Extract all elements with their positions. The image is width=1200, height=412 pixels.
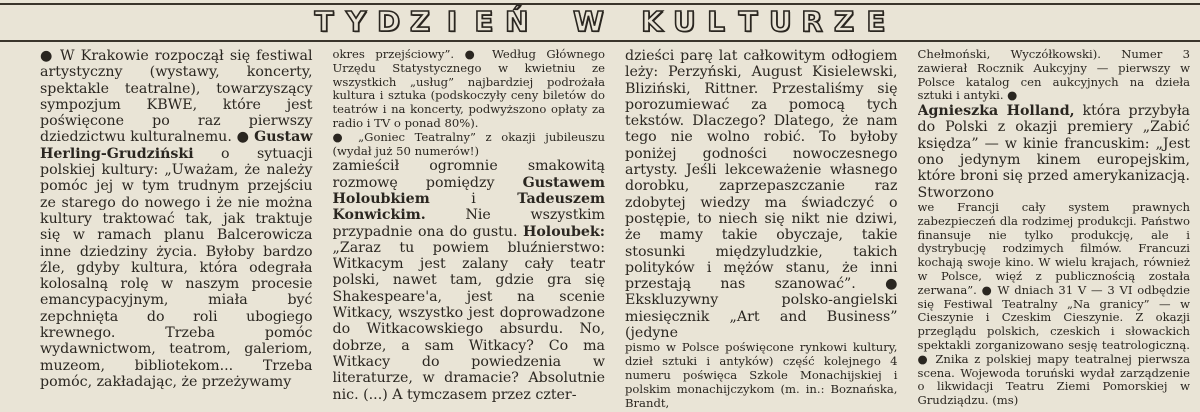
- title-letter: T: [738, 5, 758, 38]
- title-letter: E: [866, 5, 886, 38]
- herling-quote: o sytuacji polskiej kultury: „Uważam, że należy pomóc jej w tym trudnym przejściu ze starego do nowego i że nie można kultury traktować tak, jak traktuje się w ramach planu Balcerowicza inne dziedziny życia. Byłoby bardzo źle, gdyby kultura, która odegrała kolosalną rolę w naszym procesie emancypacyjnym, miała być zepchnięta do roli ubogiego krewnego. Trzeba pomóc wydawnictwom, teatrom, galeriom, muzeom, bibliotekom... Trzeba pomóc, zakładając, że przeżywamy: [40, 145, 313, 390]
- column-4: [918, 48, 1191, 410]
- title-letter: Y: [345, 5, 367, 38]
- person-name: Gustawem Holoubkiem: [332, 174, 605, 207]
- conjunction: i: [429, 190, 518, 207]
- title-letter: E: [474, 5, 494, 38]
- interview-comment: Nie wszystkim przypadnie ona do gustu.: [332, 207, 605, 240]
- krakow-festival-note: ● W Krakowie rozpoczął się festiwal artystyczny (wystawy, koncerty, spektakle teatralne), towarzyszący sympozjum KBWE, które jest poświęcone po raz pierwszy dziedzictwu kulturalnemu.: [40, 48, 313, 146]
- column-2: [333, 48, 606, 410]
- holland-quote: która przybyła do Polski z okazji premiery „Zabić księdza” — w kinie francuskim: „Jest ono jedynym kinem europejskim, które broni się przed amerykanizacją. Stworzono: [917, 103, 1190, 201]
- title-letter: Z: [833, 5, 855, 38]
- speaker-label: Holoubek:: [522, 223, 605, 240]
- holland-note: [918, 103, 1191, 201]
- interview-intro: zamieścił ogromnie smakowitą rozmowę pomiędzy: [332, 158, 605, 191]
- person-name: Agnieszka Holland,: [917, 103, 1075, 120]
- section-title: [0, 2, 1200, 42]
- title-letter: Z: [409, 5, 431, 38]
- title-letter: D: [377, 5, 401, 38]
- gus-note: okres przejściowy”. ● Według Głównego Urzędu Statystycznego w kwietniu ze wszystkich „usług” najbardziej podrożała kultura i sztuka (podskoczyły ceny biletów do teatrów i na koncerty, podwyższono opłaty za radio i TV o ponad 80%).: [332, 48, 605, 130]
- section-banner: [0, 0, 1200, 44]
- title-space: [605, 7, 631, 37]
- interview-note: [333, 158, 606, 402]
- column-3: [625, 48, 898, 410]
- bullet: ●: [231, 129, 255, 146]
- title-letter: K: [641, 5, 663, 38]
- person-name: Gustaw Herling-Grudziński: [40, 129, 313, 162]
- person-name: Tadeuszem Konwickim.: [332, 190, 605, 224]
- title-letter: L: [707, 5, 725, 38]
- holoubek-quote: „Zaraz tu powiem bluźnierstwo: Witkacym jest zalany cały teatr polski, nawet tam, gdzie gra się Shakespeare'a, jest na scenie Witkacy, wszystko jest doprowadzone do Witkacowskiego absurdu. No, dobrze, a sam Witkacy? Co ma Witkacy do powiedzenia w literaturze, w dramacie? Absolutnie nic. (...) A tymczasem przez czter-: [332, 239, 605, 403]
- title-space: [537, 7, 563, 37]
- quote-continuation: dzieści parę lat całkowitym odłogiem leży: Perzyński, August Kisielewski, Bliziński, Rittner. Przestaliśmy się porozumiewać za pomocą tych tekstów. Dlaczego? Dlatego, że nam tego nie wolno robić. To byłoby poniżej godności nowoczesnego artysty. Jeśli lekceważenie własnego dorobku, zaprzepaszczanie raz zdobytej wiedzy ma świadczyć o postępie, to niech się nikt nie dziwi, że mamy takie obyczaje, takie stosunki międzyludzkie, takich polityków i mężów stanu, że inni przestają nas szanować”. ● Ekskluzywny polsko-angielski miesięcznik „Art and Business” (jedyne: [625, 48, 898, 342]
- title-letter: Ń: [505, 5, 529, 38]
- article-columns: [40, 48, 1190, 410]
- rocznik-note: Chełmoński, Wyczółkowski). Numer 3 zawierał Rocznik Aukcyjny — pierwszy w Polsce katalog cen aukcyjnych na dzieła sztuki i antyki. ●: [917, 48, 1190, 103]
- title-letter: T: [314, 5, 334, 38]
- goniec-note: ● „Goniec Teatralny” z okazji jubileuszu (wydał już 50 numerów!): [332, 129, 605, 158]
- title-letter: W: [573, 5, 604, 38]
- title-letter: R: [801, 5, 823, 38]
- title-letter: U: [673, 5, 696, 38]
- title-letter: U: [769, 5, 792, 38]
- column-1: [40, 48, 313, 410]
- festival-notes: we Francji cały system prawnych zabezpieczeń dla rodzimej produkcji. Państwo finansuje nie tylko produkcję, ale i dystrybucję rodzimych filmów. Francuzi kochają swoje kino. W wielu krajach, również w Polsce, więź z publicznością została zerwana”. ● W dniach 31 V — 3 VI odbędzie się Festiwal Teatralny „Na granicy” — w Cieszynie i Czeskim Cieszynie. Z okazji przeglądu polskich, czeskich i słowackich spektakli zorganizowano sesję teatrologiczną. ● Znika z polskiej mapy teatralnej pierwsza scena. Wojewoda toruński wydał zarządzenie o likwidacji Teatru Ziemi Pomorskiej w Grudziądzu. (ms): [917, 199, 1190, 408]
- title-letter: I: [446, 5, 458, 38]
- column-1-text: [40, 48, 313, 390]
- art-business-note: pismo w Polsce poświęcone rynkowi kultury, dzieł sztuki i antyków) część kolejnego 4 numeru poświęca Szkole Monachijskiej i polskim monachijczykom (m. in.: Boznańska, Brandt,: [625, 340, 898, 410]
- banner-bottom-rule: [0, 40, 1200, 42]
